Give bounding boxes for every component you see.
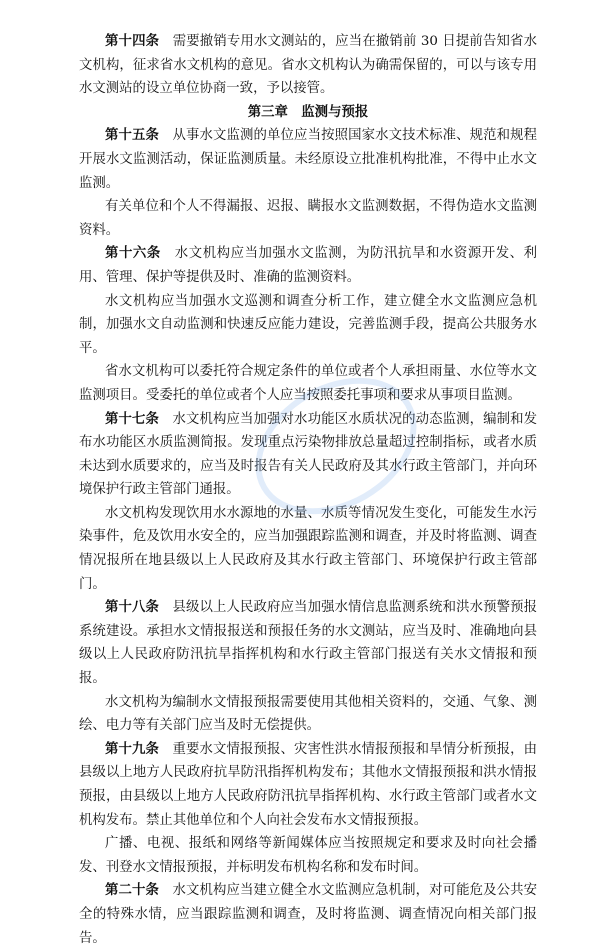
article-label: 第十六条 xyxy=(105,245,161,262)
article-20 xyxy=(79,879,537,950)
article-14 xyxy=(79,30,537,101)
article-19 xyxy=(79,738,537,832)
article-16 xyxy=(79,242,537,289)
article-label: 第十四条 xyxy=(105,33,160,49)
article-text: 水文机构应当建立健全水文监测应急机制，对可能危及公共安全的特殊水情，应当跟踪监测和调查，及时将监测、调查情况向相关部门报告。 xyxy=(79,883,538,946)
paragraph: 广播、电视、报纸和网络等新闻媒体应当按照规定和要求及时向社会播发、刊登水文情报预报，并标明发布机构名称和发布时间。 xyxy=(79,836,537,875)
paragraph: 省水文机构可以委托符合规定条件的单位或者个人承担雨量、水位等水文监测项目。受委托的单位或者个人应当按照委托事项和要求从事项目监测。 xyxy=(79,364,537,403)
article-text: 需要撤销专用水文测站的，应当在撤销前 30 日提前告知省水文机构，征求省水文机构的意见。省水文机构认为确需保留的，可以与该专用水文测站的设立单位协商一致，予以接管。 xyxy=(79,34,537,97)
paragraph: 水文机构应当加强水文巡测和调查分析工作，建立健全水文监测应急机制，加强水文自动监测和快速反应能力建设，完善监测手段，提高公共服务水平。 xyxy=(79,293,537,356)
article-label: 第二十条 xyxy=(105,882,160,899)
article-text: 从事水文监测的单位应当按照国家水文技术标准、规范和规程开展水文监测活动，保证监测质量。未经原设立批准机构批准，不得中止水文监测。 xyxy=(79,128,538,191)
article-15 xyxy=(79,124,537,195)
article-18 xyxy=(79,596,537,690)
article-label: 第十八条 xyxy=(105,599,160,616)
chapter-heading: 第三章 监测与预报 xyxy=(247,103,369,120)
paragraph: 有关单位和个人不得漏报、迟报、瞒报水文监测数据，不得伪造水文监测资料。 xyxy=(79,199,537,238)
article-text: 县级以上人民政府应当加强水情信息监测系统和洪水预警预报系统建设。承担水文情报报送和预报任务的水文测站，应当及时、准确地向县级以上人民政府防汛抗旱指挥机构和水行政主管部门报送有关水文情报和预报。 xyxy=(79,600,538,687)
article-text: 水文机构应当加强水文监测，为防汛抗旱和水资源开发、利用、管理、保护等提供及时、准确的监测资料。 xyxy=(79,246,538,285)
article-text: 重要水文情报预报、灾害性洪水情报预报和旱情分析预报，由县级以上地方人民政府抗旱防汛指挥机构发布；其他水文情报预报和洪水情报预报，由县级以上地方人民政府防汛抗旱指挥机构、水行政主管部门或者水文机构发布。禁止其他单位和个人向社会发布水文情报预报。 xyxy=(79,741,538,828)
article-label: 第十七条 xyxy=(105,410,160,427)
paragraph: 水文机构发现饮用水水源地的水量、水质等情况发生变化，可能发生水污染事件，危及饮用水安全的，应当加强跟踪监测和调查，并及时将监测、调查情况报所在地县级以上人民政府及其水行政主管部门、环境保护行政主管部门。 xyxy=(79,505,537,592)
paragraph: 水文机构为编制水文情报预报需要使用其他相关资料的，交通、气象、测绘、电力等有关部门应当及时无偿提供。 xyxy=(79,694,537,734)
article-text: 水文机构应当加强对水功能区水质状况的动态监测，编制和发布水功能区水质监测简报。发现重点污染物排放总量超过控制指标，或者水质未达到水质要求的，应当及时报告有关人民政府及其水行政主管部门，并向环境保护行政主管部门通报。 xyxy=(79,411,538,498)
article-label: 第十五条 xyxy=(105,127,160,144)
article-label: 第十九条 xyxy=(105,740,160,757)
